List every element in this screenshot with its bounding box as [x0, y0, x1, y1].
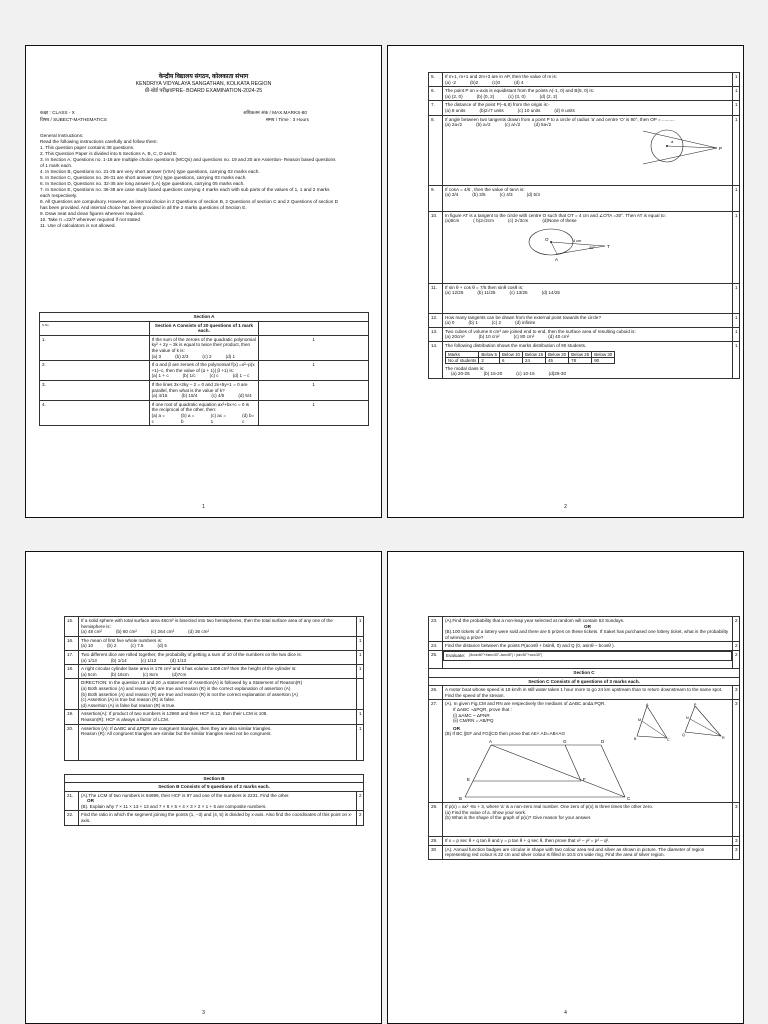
- q-text: Two different dice are rolled together, the probability of getting a sum of 10 of the numbers on the two dice is:: [81, 651, 302, 657]
- q-text-b: (B).100 tickets of a lottery were sold and there are 5 prizes on these tickets. If Saket has purchased one lottery ticket, what is the probability of winning a prize?: [445, 629, 729, 640]
- questions-table: [64, 616, 364, 826]
- q-option: (b) 1/14: [110, 657, 127, 663]
- dist-head: Below 10: [499, 351, 522, 357]
- q-marks: 2: [357, 811, 364, 825]
- question-row: [65, 636, 364, 650]
- question-row: [429, 87, 740, 101]
- q-option: (b)2√7 units: [479, 107, 504, 113]
- q-option: (a) 48 cm²: [81, 629, 102, 635]
- dist-head: Below 15: [523, 351, 546, 357]
- q-text: If p(x) = ax² -8x + 3, where 'a' is a non-zero real number. One zero of p(x) is three times the other zero.: [445, 803, 654, 809]
- q-marks: 1: [259, 400, 369, 425]
- q-number: 11.: [429, 283, 443, 313]
- q-marks: 1: [733, 101, 740, 115]
- q-marks: 1: [259, 335, 369, 360]
- q-text: In figure AT is a tangent to the circle with centre O such that OT = 4 cm and ∠OTA =30°. Then AT is equal to:: [445, 212, 666, 218]
- label-4cm: 4 cm: [573, 238, 582, 243]
- q-number: 21.: [65, 791, 79, 811]
- q-text-b: (B). Explain why 7 × 11 × 13 + 13 and 7 × 6 × 5 × 4 × 3 × 2 × 1 + 5 are composite numbers.: [81, 803, 267, 809]
- dist-head: Below 5: [479, 351, 500, 357]
- question-row: [40, 380, 369, 400]
- q-text: A motor boat whose speed is 18 km/h in still water takes 1 hour more to go 24 km upstream than to return downstream to the same spot. Find the speed of the stream.: [445, 687, 723, 698]
- q-option: (a) 5cm: [81, 671, 97, 677]
- q-option: (c) a/√2: [504, 122, 521, 128]
- page-number: 3: [202, 1010, 205, 1016]
- label-angle: 30°: [589, 245, 595, 250]
- q-marks: 1: [733, 283, 740, 313]
- instruction-item: 10. Take π =22/7 wherever required if not stated: [40, 217, 140, 222]
- q-subpart: (b) What is the shape of the graph of p(x)? Give reason for your answer.: [445, 815, 592, 821]
- q-number: 4.: [40, 400, 150, 425]
- question-row: [65, 650, 364, 664]
- q-marks: 1: [259, 380, 369, 400]
- q-option: (c) ac = 1: [210, 412, 227, 424]
- q-marks: 1: [259, 361, 369, 381]
- label-a: A: [489, 738, 493, 744]
- section-a-title: Section A: [40, 313, 369, 322]
- label-r: R: [722, 736, 725, 741]
- q-option: (a)8cm: [445, 218, 460, 224]
- q-number: 9.: [429, 185, 443, 211]
- page-1: [25, 45, 382, 518]
- q-option: (b) 15/4: [181, 393, 198, 399]
- q-text-a4: (ii) CM/RN = AB/PQ: [453, 718, 494, 724]
- question-row: [429, 101, 740, 115]
- q-option: (b) 11/25: [477, 290, 496, 296]
- q-number: 17.: [65, 650, 79, 664]
- parallel-lines-figure: [445, 737, 665, 801]
- q-option: (b) 1/c: [182, 373, 196, 379]
- q-option: (c) 4/3: [499, 192, 513, 198]
- q-number: 5.: [429, 73, 443, 87]
- modal-class-question: The modal class is:: [445, 365, 485, 371]
- q-text: A right circular cylinder base area is 176 cm² and it has volume 1408 cm³ then the height of the cylinder is:: [81, 666, 297, 672]
- dist-head: Marks: [446, 351, 479, 357]
- reason-text: Reason (R): All congruent triangles are similar but the similar triangles need not be congruent.: [81, 731, 272, 737]
- question-row: [429, 845, 740, 859]
- q-option: (c) 8cm: [142, 671, 159, 677]
- q-text: Find the ratio in which the segment joining the points (1, –3) and (4, 5) is divided by x-axis. Also find the coordinates of this point on x-axis.: [81, 812, 353, 824]
- org-english: KENDRIYA VIDYALAYA SANGATHAN, KOLKATA REGION: [135, 81, 272, 87]
- q-text: Evaluate:: [446, 652, 466, 658]
- q-number: 8.: [429, 115, 443, 185]
- q-marks: 3: [733, 845, 740, 859]
- q-marks: 3: [733, 802, 740, 836]
- dist-cell: 2: [479, 357, 500, 363]
- q-marks: 1: [733, 73, 740, 87]
- q-text: If sin θ + cos θ = 7/5 then sinθ cosθ is:: [445, 284, 524, 290]
- question-row: [429, 283, 740, 313]
- q-marks: 1: [733, 87, 740, 101]
- question-row: [65, 791, 364, 811]
- question-row: [429, 642, 740, 651]
- label-e: E: [467, 776, 471, 782]
- q-option: (b) 3/5: [472, 192, 486, 198]
- q-text: If angle between two tangents drawn from a point P to a circle of radius 'a' and centre 'O' is 90°, then OP = ..........: [445, 116, 675, 122]
- label-d: D: [601, 738, 605, 744]
- question-row: [429, 211, 740, 283]
- q-option: (c) 2√3cm: [507, 218, 529, 224]
- q-option: (d) b= c: [242, 412, 255, 424]
- question-row: [40, 335, 369, 360]
- instruction-item: 8. All Questions are compulsory. However, an internal choice in 2 Questions of section B, 2 Questions of section C and 2 Questions of section D has been provided. And internal choice has been provided in all the 2 marks questions of Section E.: [40, 199, 338, 210]
- q-option: (b)2: [469, 79, 479, 85]
- q-text: Find the distance between the points P(acosθ + bsinθ, 0) and Q (0, asinθ – bcosθ ).: [445, 643, 615, 649]
- label-g: G: [563, 738, 567, 744]
- q-marks: 1: [733, 327, 740, 341]
- tangent-at-figure: [445, 224, 730, 266]
- q-number: 26.: [429, 686, 443, 700]
- questions-table: [428, 616, 740, 860]
- max-marks: अधिकतम अंक / MAX.MARKS-80: [242, 110, 307, 115]
- q-text: If the sum of the zeroes of the quadratic polynomial ky² + 2y – 3k is equal to twice their product, then the value of k is:: [151, 336, 256, 353]
- class-label: कक्षा : CLASS - X: [40, 110, 75, 115]
- instruction-item: 2. This Question Paper is divided into 5 Sections A, B, C, D and E.: [40, 151, 178, 156]
- q-option: (d) 14/25: [541, 290, 560, 296]
- q-option: (a) 20-25: [451, 371, 470, 377]
- q-option: (a) a = c: [151, 412, 166, 424]
- section-b-title: Section B: [65, 774, 364, 783]
- q-text: If cosA = 4/5 , then the value of tanA is:: [445, 186, 525, 192]
- q-text: If m-1, m+1 and 2m+3 are in AP, then the value of m is:: [445, 74, 558, 79]
- label-m: M: [638, 718, 641, 723]
- q-number: 2.: [40, 361, 150, 381]
- q-marks: 1: [733, 185, 740, 211]
- exam-title: प्री-बोर्ड परीक्षा/PRE- BOARD EXAMINATION-2024-25: [144, 88, 263, 94]
- label-p: P: [694, 703, 697, 708]
- q-option: (a) 4/15: [151, 393, 168, 399]
- q-number: 1.: [40, 335, 150, 360]
- dist-cell: 6: [499, 357, 522, 363]
- q-number: 7.: [429, 101, 443, 115]
- instruction-item: 6. In Section D, Questions no. 32-35 are long answer (LA) type questions, carrying 05 marks each.: [40, 181, 245, 186]
- q-option: (a) 3/4: [445, 192, 459, 198]
- trig-expression: (5cos²60°+4sec²30°–tan²45°) / (sin²30°+cos²30°): [469, 652, 543, 657]
- q-marks: 2: [733, 650, 740, 668]
- instruction-item: 9. Draw neat and clean figures wherever required.: [40, 211, 144, 216]
- question-row: [65, 724, 364, 760]
- question-row: [429, 700, 740, 803]
- question-row: [429, 115, 740, 185]
- q-option: (b) 1: [468, 320, 478, 326]
- q-option: (b) a√2: [476, 122, 491, 128]
- reason-text: Reason(R): HCF is always a factor of LCM.: [81, 716, 170, 722]
- q-option: (c) 80 cm²: [513, 334, 535, 340]
- question-row: [40, 400, 369, 425]
- label-a: A: [555, 256, 559, 262]
- or-label: OR: [87, 798, 94, 804]
- label-n: N: [686, 716, 689, 721]
- question-row: [429, 313, 740, 327]
- q-option: (c) 2: [491, 320, 502, 326]
- q-number: 14.: [429, 341, 443, 378]
- dist-head: Below 20: [546, 351, 569, 357]
- direction-row: [65, 679, 364, 710]
- q-number: 13.: [429, 327, 443, 341]
- q-text: If the lines 3x+2ky – 2 = 0 and 2x+5y+1 = 0 are parallel, then what is the value of k?: [151, 381, 248, 393]
- or-label: OR: [453, 725, 460, 731]
- instruction-item: 5. In Section C, Questions no. 26-31 are short answer (SA) type questions, carrying 03 marks each.: [40, 175, 247, 180]
- question-row: [65, 811, 364, 825]
- q-marks: 1: [733, 313, 740, 327]
- org-hindi: केन्द्रीय विद्यालय संगठन, कोलकाता संभाग: [158, 74, 249, 80]
- direction-text: DIRECTION: In the question 19 and 20 ,a statement of Assertion(A) is followed by a Statement of Reason(R): [81, 680, 303, 686]
- q-marks: 1: [357, 617, 364, 637]
- section-a-table: [39, 312, 369, 426]
- q-text: If a solid sphere with total surface area 48cm² is bisected into two hemispheres, then the total surface area of any one of the hemisphere is:: [81, 618, 333, 629]
- page-number: 2: [564, 504, 567, 510]
- q-option: (d) 1 – c: [232, 373, 250, 379]
- q-option: (b) 15-20: [483, 371, 503, 377]
- q-text: How many tangents can be drawn from the external point towards the circle?: [445, 314, 602, 320]
- q-option: (d)None of these: [542, 218, 577, 224]
- question-row: [429, 686, 740, 700]
- q-number: 12.: [429, 313, 443, 327]
- dist-cell: No.of students: [446, 357, 479, 363]
- q-option: (b) 2/3: [175, 353, 189, 359]
- q-number: 27.: [429, 700, 443, 803]
- q-number: 10.: [429, 211, 443, 283]
- dist-cell: 24: [523, 357, 546, 363]
- q-option: (a) 0: [445, 320, 455, 326]
- q-option: (d) 1/13: [170, 657, 187, 663]
- q-text-a: (A).The LCM of two numbers is 64699, their HCF is 97 and one of the numbers is 2231. Find the other.: [81, 792, 290, 798]
- q-number: 19.: [65, 710, 79, 724]
- q-option: (d) 5a√2: [534, 122, 552, 128]
- q-option: (a) 10: [81, 643, 94, 649]
- q-option: (b) 60 cm²: [115, 629, 137, 635]
- question-row: [429, 341, 740, 378]
- page-2: [387, 45, 744, 518]
- question-row: [429, 185, 740, 211]
- q-option: (c) 10 units: [517, 107, 541, 113]
- q-subpart: (a) Find the value of a. Show your work.: [445, 809, 527, 815]
- page-number: 4: [564, 1010, 567, 1016]
- q-number: 28.: [429, 802, 443, 836]
- q-text-a3: (i) ΔAMC ~ ΔPNR: [453, 712, 490, 718]
- q-text: The following distribution shows the marks distribution of 90 students.: [445, 342, 587, 348]
- q-option: (b) 2: [107, 643, 117, 649]
- q-option: (c) 10-15: [516, 371, 535, 377]
- distribution-table: [445, 351, 615, 364]
- direction-option: (c) Assertion (A) is true but reason (R) is false.: [81, 697, 176, 703]
- page-3: [25, 551, 382, 1024]
- instruction-item: 4. In Section B, Questions no. 21-25 are very short answer (VSA) type questions, carrying 02 marks each.: [40, 169, 260, 174]
- q-number: 6.: [429, 87, 443, 101]
- q-option: (d) (2, 2): [539, 93, 558, 99]
- direction-option: (d) Assertion (A) is false but reason (R) is true.: [81, 702, 176, 708]
- q-option: (d) infinite: [515, 320, 536, 326]
- q-option: (a) 2a√2: [445, 122, 463, 128]
- q-marks: 1: [733, 115, 740, 185]
- q-marks: 1: [733, 211, 740, 283]
- q-marks: 2: [357, 791, 364, 811]
- q-number: 22.: [65, 811, 79, 825]
- time-label: समय / Time : 3 Hours: [265, 117, 309, 122]
- question-row: [65, 665, 364, 679]
- q-option: (c) 13/25: [509, 290, 528, 296]
- instruction-item: Read the following instructions carefully and follow them:: [40, 139, 158, 144]
- q-option: (a) 3: [151, 353, 162, 359]
- sno-header: S.No: [40, 321, 150, 335]
- q-number: 15.: [65, 617, 79, 637]
- dist-cell: 78: [569, 357, 592, 363]
- assertion-text: Assertion (A): If ΔABC and ΔPQR are congruent triangles, then they are also similar triangles.: [81, 725, 272, 731]
- instruction-item: 1. This question paper contains 38 questions.: [40, 145, 135, 150]
- q-option: (c) c: [209, 373, 219, 379]
- label-c: C: [667, 738, 670, 743]
- q-option: (d) 4: [514, 79, 524, 85]
- q-number: 30: [429, 845, 443, 859]
- direction-option: (b) Both assertion (A) and reason (R) are true and reason (R) is not the correct explanation of assertion (A): [81, 691, 299, 697]
- label-q: Q: [682, 733, 685, 738]
- q-option: ( b)2√2cm: [473, 218, 494, 224]
- q-option: (a) 8 units: [445, 107, 466, 113]
- direction-option: (a) Both assertion (A) and reason (R) are true and reason (R) is the correct explanation of assertion (A): [81, 685, 291, 691]
- q-option: (c) (3, 0): [508, 93, 526, 99]
- q-option: (a) (2, 0): [445, 93, 463, 99]
- dist-cell: 90: [592, 357, 615, 363]
- q-option: (c) 7.5: [130, 643, 144, 649]
- q-marks: 1: [357, 665, 364, 679]
- q-number: 25.: [429, 650, 443, 668]
- page-4: [387, 551, 744, 1024]
- q-marks: 1: [357, 710, 364, 724]
- section-c-sub: Section C Consists of 6 questions of 3 marks each.: [429, 677, 740, 686]
- q-text-a: (A).Find the probability that a non-leap year selected at random will contain 53 Sundays.: [445, 618, 625, 623]
- q-marks: 1: [733, 341, 740, 378]
- label-o: O: [545, 236, 549, 242]
- label-a: A: [646, 703, 649, 708]
- q-text-a: (A). In given Fig.CM and RN are respectively the medians of ΔABC andΔ PQR.: [445, 701, 606, 707]
- question-row: [65, 710, 364, 724]
- q-option: (d)25-30: [548, 371, 567, 377]
- instruction-item: 7. In Section E, Questions no. 36-38 are case study based questions carrying 4 marks each with sub parts of the values of 1, 1 and 2 marks each respectively.: [40, 187, 330, 198]
- q-text: The point P on x-axis is equidistant from the points A(-1, 0) and B(5, 0) is:: [445, 88, 595, 94]
- q-option: (a) 1/13: [81, 657, 97, 663]
- q-option: (d) 40 cm²: [548, 334, 570, 340]
- question-row: [429, 327, 740, 341]
- label-b: B: [634, 737, 637, 742]
- q-marks: 2: [733, 617, 740, 642]
- q-option: (d)7cm: [172, 671, 187, 677]
- or-label: OR: [584, 623, 591, 629]
- q-marks: 1: [357, 650, 364, 664]
- label-a: a: [671, 138, 674, 144]
- q-option: (d) 36 cm²: [188, 629, 210, 635]
- q-number: 24.: [429, 642, 443, 651]
- q-text: If x = p sec θ + q tan θ and y = p tan θ + q sec θ, then prove that x² – y² = p² – q².: [445, 837, 610, 843]
- q-option: (b) 16cm: [110, 671, 129, 677]
- q-marks: 3: [733, 836, 740, 845]
- q-text: If α and β are zeroes of the polynomial f(x) =x²–p(x +1)–c, then the value of (α + 1)( β +1) is:: [151, 362, 255, 373]
- q-marks: 3: [733, 686, 740, 700]
- q-option: (c) 4/5: [211, 393, 225, 399]
- q-option: (b) 10 cm²: [478, 334, 500, 340]
- section-b-sub: Section B Consists of 5 questions of 2 marks each.: [65, 783, 364, 792]
- q-text-a2: If ΔABC ~ΔPQR, prove that :: [453, 706, 512, 712]
- q-number: 23.: [429, 617, 443, 642]
- q-number: 29.: [429, 836, 443, 845]
- q-option: (a) 20cm²: [445, 334, 465, 340]
- label-t: T: [607, 243, 610, 249]
- q-option: (c)0: [492, 79, 501, 85]
- exam-header: [26, 74, 381, 95]
- subject-label: विषय / SUBECT-MATHEMATICS: [40, 117, 107, 122]
- instructions: [40, 133, 340, 229]
- q-text: The mean of first five whole numbers is:: [81, 637, 163, 643]
- q-option: (c) 2: [202, 353, 212, 359]
- instructions-title: General Instructions:: [40, 133, 84, 138]
- label-b: B: [459, 795, 463, 801]
- section-c-title: Section C: [429, 668, 740, 677]
- q-marks: 2: [733, 642, 740, 651]
- q-number: 16.: [65, 636, 79, 650]
- q-option: (d) 5: [157, 643, 167, 649]
- instruction-item: 11. Use of calculators is not allowed.: [40, 223, 116, 228]
- question-row: [429, 836, 740, 845]
- q-option: (d) 6 units: [554, 107, 575, 113]
- question-row: [429, 802, 740, 836]
- q-option: (a) 12/25: [445, 290, 464, 296]
- question-row: [40, 361, 369, 381]
- question-row: [429, 617, 740, 642]
- question-row: [65, 617, 364, 637]
- assertion-text: Assertion(A): If product of two numbers is 12960 and their HCF is 12, then their LCM is 108.: [81, 711, 268, 717]
- q-text: If one root of quadratic equation ax²+bx+c = 0 is the reciprocal of the other, then:: [151, 401, 250, 413]
- instruction-item: 3. In Section A, Questions no. 1-18 are multiple choice questions (MCQs) and questions no. 19 and 20 are Assertion- Reason based questions of 1 mark each.: [40, 157, 336, 168]
- q-option: (d) 1: [225, 353, 236, 359]
- q-number: 20.: [65, 724, 79, 760]
- similar-triangles-figure: [633, 702, 728, 742]
- q-number: 3.: [40, 380, 150, 400]
- dist-head: Below 25: [569, 351, 592, 357]
- q-option: (a) 1 + c: [151, 373, 169, 379]
- q-option: (b) (0, 2): [476, 93, 495, 99]
- q-marks: 1: [357, 724, 364, 760]
- q-text: The distance of the point P(–6,8) from the origin is:-: [445, 102, 550, 108]
- q-option: (a) -2: [445, 79, 456, 85]
- tangent-circle-figure: [445, 128, 730, 168]
- q-option: (d) 5/4: [238, 393, 252, 399]
- label-f: F: [583, 776, 586, 782]
- q-text: Two cubes of volume 8 cm³ are joined end to end, then the surface area of resulting cuboid is:: [445, 328, 636, 334]
- label-c: C: [627, 795, 631, 801]
- label-p: P: [719, 145, 723, 151]
- question-row: [429, 73, 740, 87]
- q-marks: 3: [733, 700, 740, 803]
- q-number: 18.: [65, 665, 79, 679]
- q-option: (d) 5/3: [526, 192, 540, 198]
- q-text: (A). Annual function badges are circular in shape with two colour area red and silver as shown in picture. The diameter of region representing red colour is 22 cm and silver colour is filled in 10.5 cm wide ring. Find the area of silver region.: [445, 846, 705, 858]
- section-a-sub: Section A Consists of 20 questions of 1 mark each.: [149, 321, 259, 335]
- q-option: (c) 264 cm²: [150, 629, 175, 635]
- q-text-b: (B) If BC ||EF and FG||CD then prove that AE× AD=AB×AG: [445, 731, 566, 737]
- questions-table: [428, 72, 740, 379]
- q-option: (c) 1/12: [140, 657, 157, 663]
- page-number: 1: [202, 504, 205, 510]
- q-option: (b) a = b: [181, 412, 195, 424]
- dist-head: Below 30: [592, 351, 615, 357]
- q-marks: 1: [357, 636, 364, 650]
- question-row: [429, 650, 740, 668]
- dist-cell: 45: [546, 357, 569, 363]
